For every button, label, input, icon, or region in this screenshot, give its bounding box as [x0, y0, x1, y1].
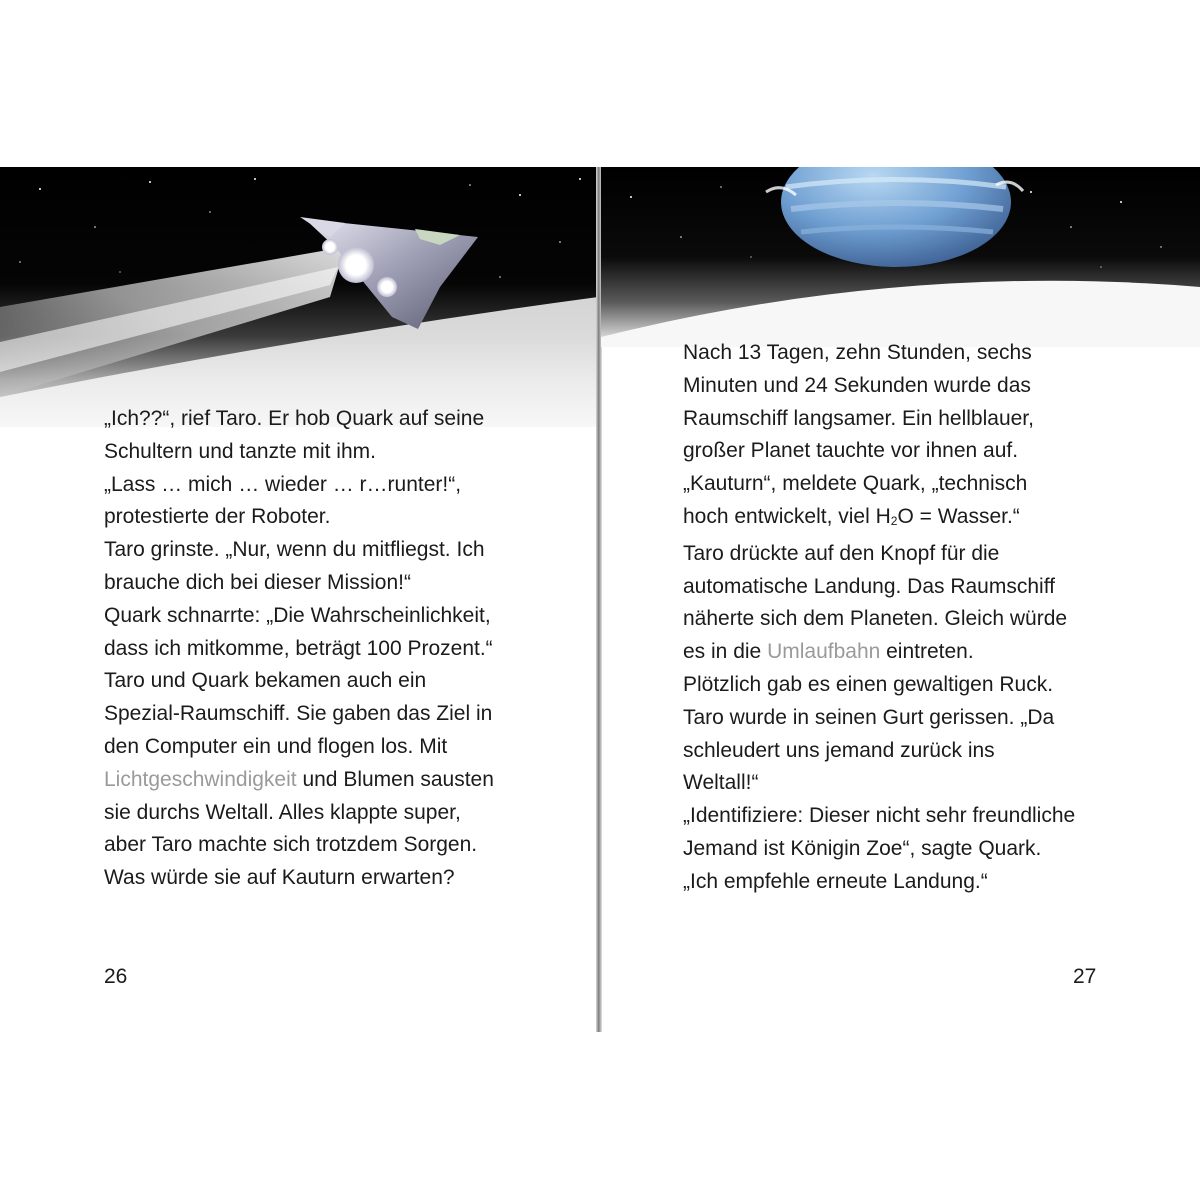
text-line: Taro und Quark bekamen auch ein	[104, 669, 427, 693]
text-line: Schultern und tanzte mit ihm.	[104, 439, 376, 463]
text-line	[683, 501, 1183, 538]
text-fragment: es in die	[683, 640, 768, 664]
text-line: Spezial-Raumschiff. Sie gaben das Ziel in	[104, 702, 493, 726]
text-line: dass ich mitkomme, beträgt 100 Prozent.“	[104, 636, 493, 660]
text-line: Minuten und 24 Sekunden wurde das	[683, 373, 1031, 397]
book-spread	[0, 167, 1200, 1032]
text-line: Raumschiff langsamer. Ein hellblauer,	[683, 406, 1034, 430]
chemical-subscript: 2	[890, 513, 898, 528]
spaceship-illustration	[0, 167, 598, 427]
text-fragment: O = Wasser.“	[897, 504, 1020, 528]
text-line: schleudert uns jemand zurück ins	[683, 738, 995, 762]
text-line: Jemand ist Königin Zoe“, sagte Quark.	[683, 836, 1042, 860]
text-line: den Computer ein und flogen los. Mit	[104, 734, 448, 758]
text-fragment: und Blumen sausten	[296, 767, 494, 791]
text-line: Taro drückte auf den Knopf für die	[683, 541, 1000, 565]
text-line: Was würde sie auf Kauturn erwarten?	[104, 866, 455, 890]
text-line: Weltall!“	[683, 771, 759, 795]
text-line: aber Taro machte sich trotzdem Sorgen.	[104, 833, 478, 857]
text-line	[104, 764, 574, 797]
planet-illustration	[601, 167, 1200, 347]
text-line: sie durchs Weltall. Alles klappte super,	[104, 800, 461, 824]
left-page	[0, 167, 598, 1032]
right-page	[601, 167, 1200, 1032]
text-line: „Ich??“, rief Taro. Er hob Quark auf seine	[104, 407, 485, 430]
text-line: Taro wurde in seinen Gurt gerissen. „Da	[683, 705, 1055, 729]
glossary-term: Lichtgeschwindigkeit	[104, 767, 297, 791]
right-page-text	[683, 337, 1183, 899]
text-line: brauche dich bei dieser Mission!“	[104, 570, 411, 594]
text-line: „Identifiziere: Dieser nicht sehr freundliche	[683, 804, 1076, 828]
text-line: Quark schnarrte: „Die Wahrscheinlichkeit,	[104, 603, 491, 627]
page-number: 26	[104, 965, 128, 988]
text-line: protestierte der Roboter.	[104, 505, 331, 529]
text-line: Nach 13 Tagen, zehn Stunden, sechs	[683, 341, 1032, 364]
text-line: automatische Landung. Das Raumschiff	[683, 574, 1055, 598]
text-line	[683, 636, 1183, 669]
text-fragment: eintreten.	[880, 640, 974, 664]
text-line: Taro grinste. „Nur, wenn du mitfliegst. Ich	[104, 538, 485, 562]
text-line: großer Planet tauchte vor ihnen auf.	[683, 439, 1019, 463]
glossary-term: Umlaufbahn	[767, 640, 881, 664]
text-line: „Lass … mich … wieder … r…runter!“,	[104, 472, 462, 496]
text-line: „Kauturn“, meldete Quark, „technisch	[683, 472, 1028, 496]
text-line: näherte sich dem Planeten. Gleich würde	[683, 607, 1068, 631]
text-line: „Ich empfehle erneute Landung.“	[683, 869, 988, 893]
left-page-text	[104, 403, 574, 895]
page-number: 27	[1073, 965, 1097, 988]
text-fragment: hoch entwickelt, viel H	[683, 504, 891, 528]
text-line: Plötzlich gab es einen gewaltigen Ruck.	[683, 672, 1054, 696]
